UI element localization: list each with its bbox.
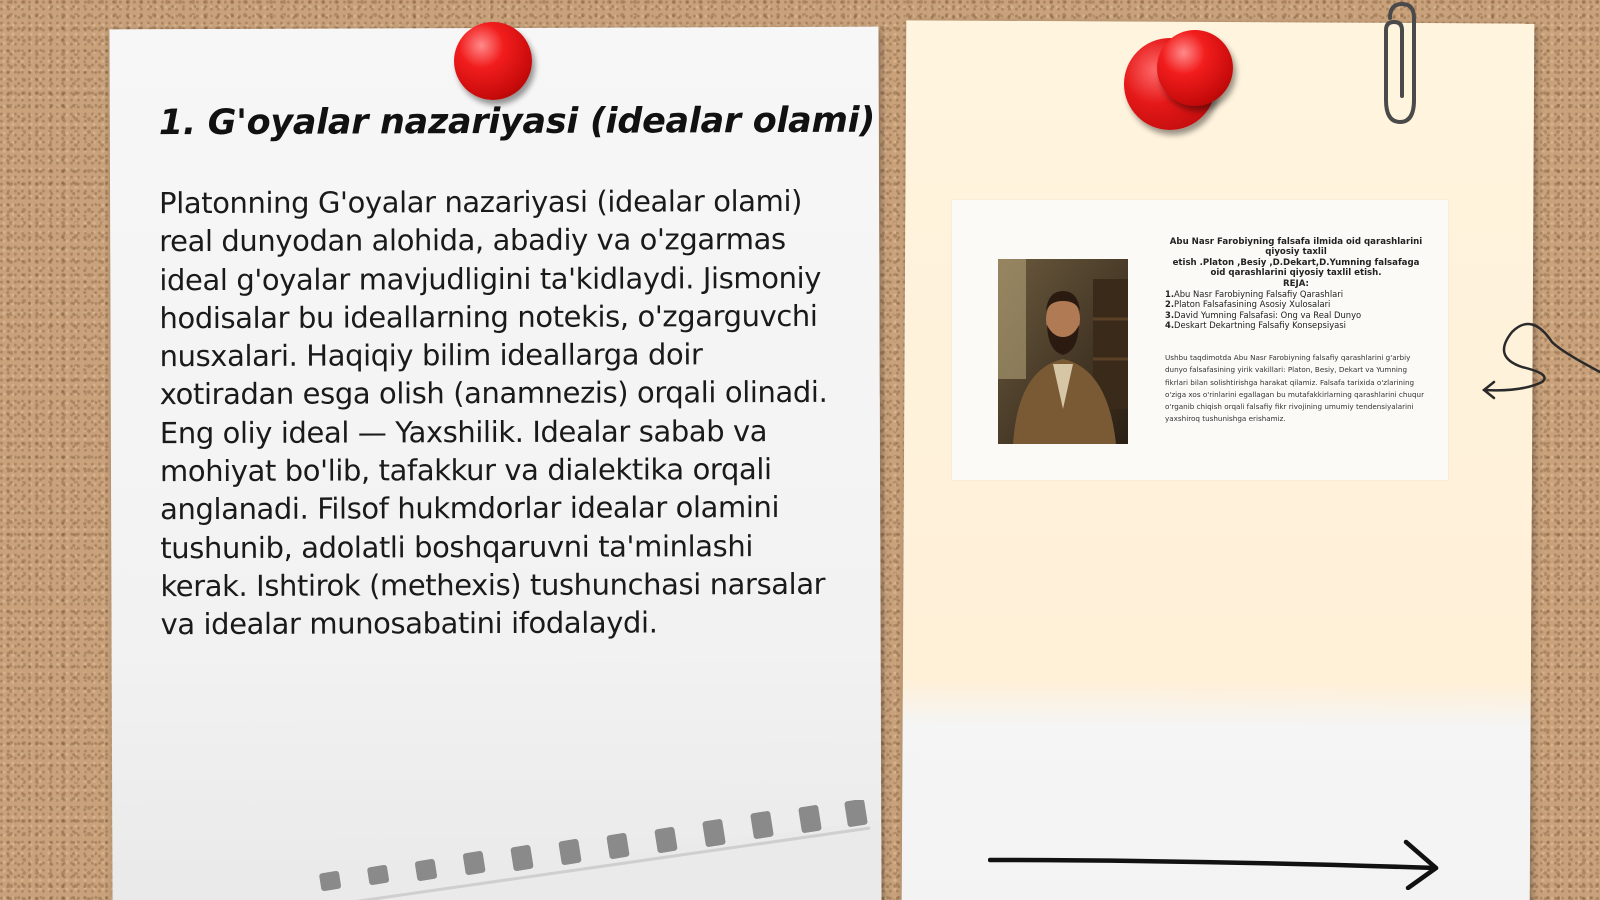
reja-heading: REJA: — [1283, 278, 1309, 289]
torn-paper-edge — [300, 800, 880, 900]
list-item: 2.Platon Falsafasining Asosiy Xulosalari — [1165, 299, 1331, 310]
document-title: Abu Nasr Farobiyning falsafa ilmida oid qarashlarini qiyosiy taxlil — [1169, 237, 1423, 258]
slide-body-text: Platonning G'oyalar nazariyasi (idealar olami) real dunyodan alohida, abadiy va o'zgarmas ideal g'oyalar mavjudligini ta'kidlaydi. Jismoniy hodisalar bu ideallarning notekis, o'zgarguvchi nusxalari. Haqiqiy bilim ideallarga doir xotiradan esga olish (anamnezis) orqali olinadi. Eng oliy ideal — Yaxshilik. Idealar sabab va mohiyat bo'lib, tafakkur va dialektika orqali anglanadi. Filsof hukmdorlar idealar olamini tushunib, adolatli boshqaruvni ta'minlashi kerak. Ishtirok (methexis) tushunchasi narsalar va idealar munosabatini ifodalaydi. — [159, 183, 828, 642]
left-note-card — [109, 27, 881, 900]
document-paragraph: Ushbu taqdimotda Abu Nasr Farobiyning falsafiy qarashlarini g'arbiy dunyo falsafasining yirik vakillari: Platon, Besiy, Dekart va Yumning fikrlari bilan solishtirishga harakat qilamiz. Falsafa tarixida o'zlarining o'ziga xos o'rinlarini egallagan bu mutafakkirlarning qarashlarini chuqur o'rganib chiqish orqali falsafiy fikr rivojining umumiy tendensiyalarini yaxshiroq tushunishga erishamiz. — [1165, 353, 1425, 424]
list-item: 1.Abu Nasr Farobiyning Falsafiy Qarashlari — [1165, 289, 1344, 300]
curly-arrow-icon — [1482, 312, 1600, 412]
document-text — [1165, 237, 1427, 425]
portrait-image — [998, 259, 1128, 444]
reja-list — [1165, 289, 1427, 330]
slide-title: 1. G'oyalar nazariyasi (idealar olami) — [158, 100, 876, 144]
document-title-continued: etish .Platon ,Besiy ,D.Dekart,D.Yumning falsafaga oid qarashlarini qiyosiy taxlil etish. — [1172, 257, 1420, 279]
list-item: 3.David Yumning Falsafasi: Ong va Real Dunyo — [1165, 309, 1362, 320]
list-item: 4.Deskart Dekartning Falsafiy Konsepsiyasi — [1165, 319, 1346, 330]
document-thumbnail — [952, 200, 1448, 480]
long-arrow-icon — [988, 838, 1448, 890]
push-pin-icon — [454, 22, 532, 100]
paperclip-icon — [1376, 0, 1424, 128]
push-pin-icon — [1157, 30, 1233, 106]
